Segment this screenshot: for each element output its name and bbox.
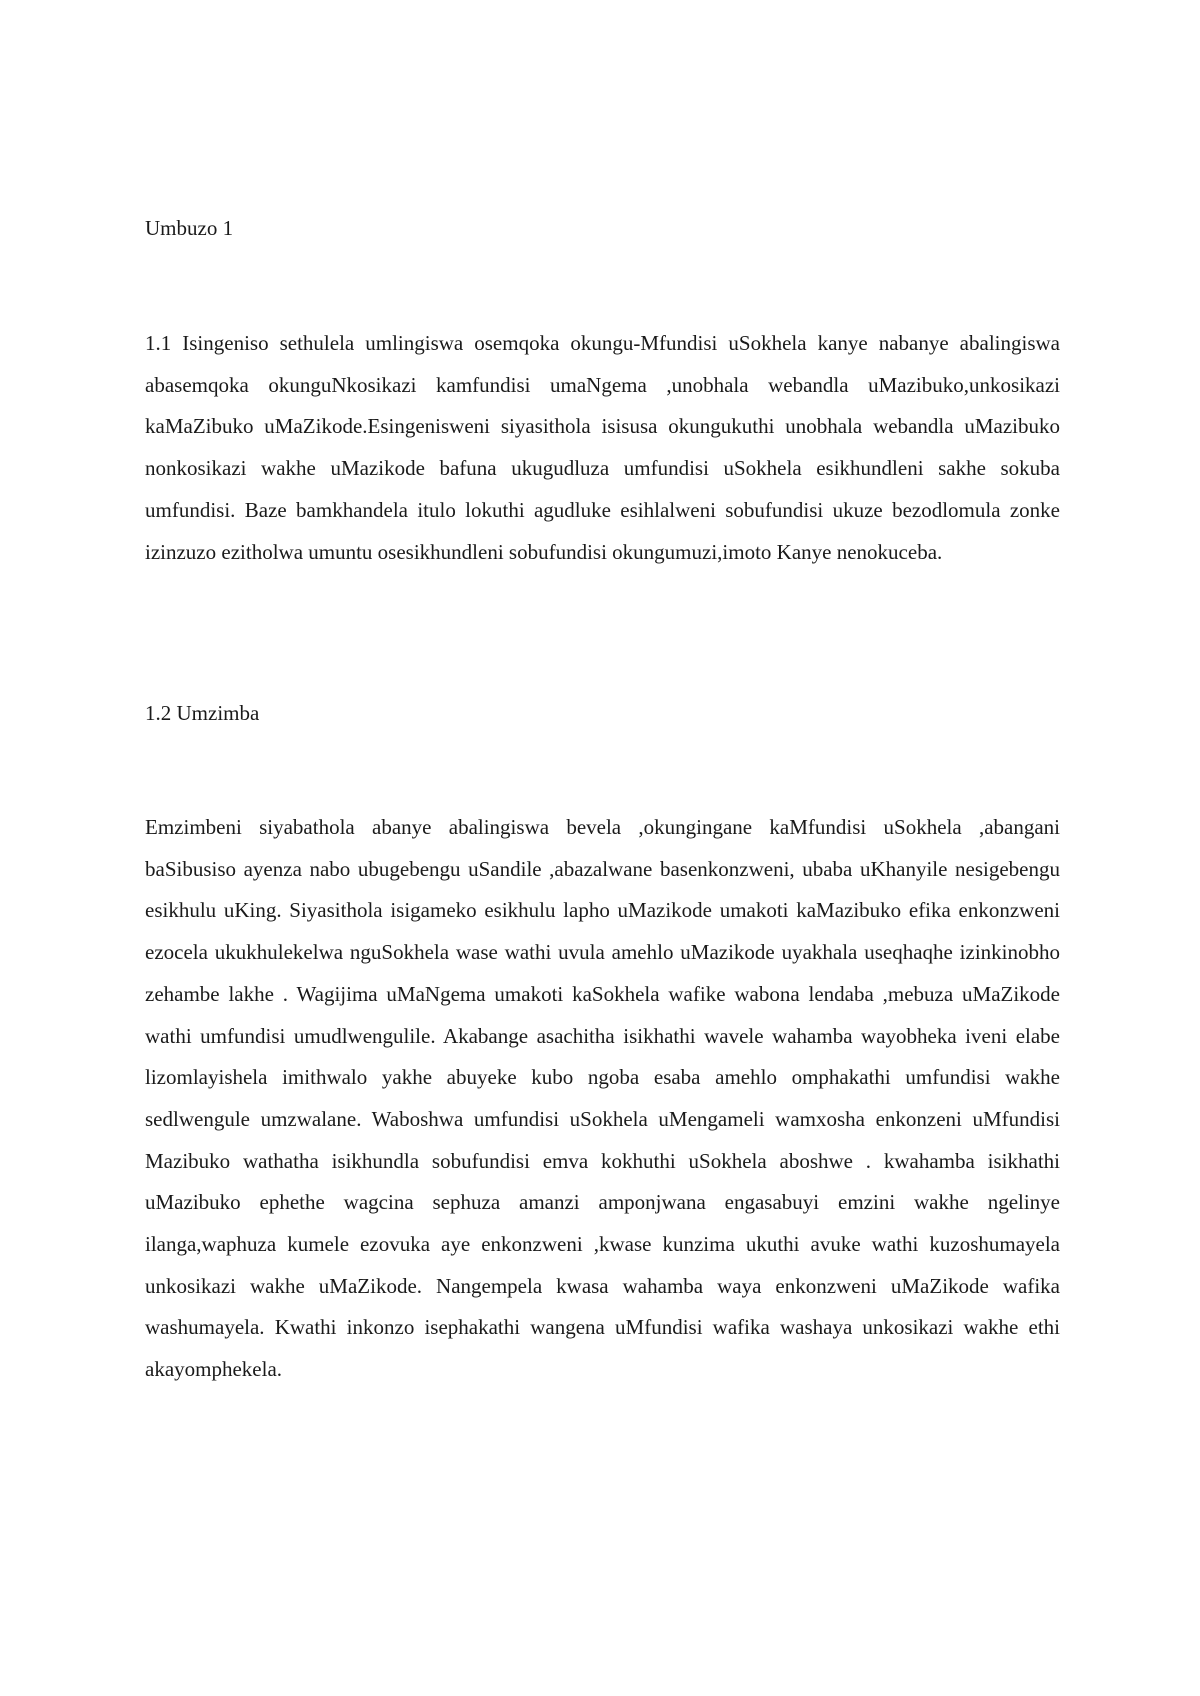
section-1-2-paragraph: Emzimbeni siyabathola abanye abalingiswa bevela ,okungingane kaMfundisi uSokhela ,abangani baSibusiso ayenza nabo ubugebengu uSandile ,abazalwane basenkonzweni, ubaba uKhanyile nesigebengu esikhulu uKing. Siyasithola isigameko esikhulu lapho uMazikode umakoti kaMazibuko efika enkonzweni ezocela ukukhulekelwa nguSokhela wase wathi uvula amehlo uMazikode uyakhala useqhaqhe izinkinobho zehambe lakhe . Wagijima uMaNgema umakoti kaSokhela wafike wabona lendaba ,mebuza uMaZikode wathi umfundisi umudlwengulile. Akabange asachitha isikhathi wavele wahamba wayobheka iveni elabe lizomlayishela imithwalo yakhe abuyeke kubo ngoba esaba amehlo omphakathi umfundisi wakhe sedlwengule umzwalane. Waboshwa umfundisi uSokhela uMengameli wamxosha enkonzeni uMfundisi Mazibuko wathatha isikhundla sobufundisi emva kokhuthi uSokhela aboshwe . kwahamba isikhathi uMazibuko ephethe wagcina sephuza amanzi amponjwana engasabuyi emzini wakhe ngelinye ilanga,waphuza kumele ezovuka aye enkonzweni ,kwase kunzima ukuthi avuke wathi kuzoshumayela unkosikazi wakhe uMaZikode. Nangempela kwasa wahamba waya enkonzweni uMaZikode wafika washumayela. Kwathi inkonzo isephakathi wangena uMfundisi wafika washaya unkosikazi wakhe ethi akayomphekela. xyxy=(145,815,1060,1382)
question-title: Umbuzo 1 xyxy=(145,216,234,240)
section-1-1-paragraph: 1.1 Isingeniso sethulela umlingiswa osemqoka okungu-Mfundisi uSokhela kanye nabanye abalingiswa abasemqoka okunguNkosikazi kamfundisi umaNgema ,unobhala webandla uMazibuko,unkosikazi kaMaZibuko uMaZikode.Esingenisweni siyasithola isisusa okungukuthi unobhala webandla uMazibuko nonkosikazi wakhe uMazikode bafuna ukugudluza umfundisi uSokhela esikhundleni sakhe sokuba umfundisi. Baze bamkhandela itulo lokuthi agudluke esihlalweni sobufundisi ukuze bezodlomula zonke izinzuzo ezitholwa umuntu osesikhundleni sobufundisi okungumuzi,imoto Kanye nenokuceba. xyxy=(145,331,1060,564)
section-1-2-title: 1.2 Umzimba xyxy=(145,701,260,725)
